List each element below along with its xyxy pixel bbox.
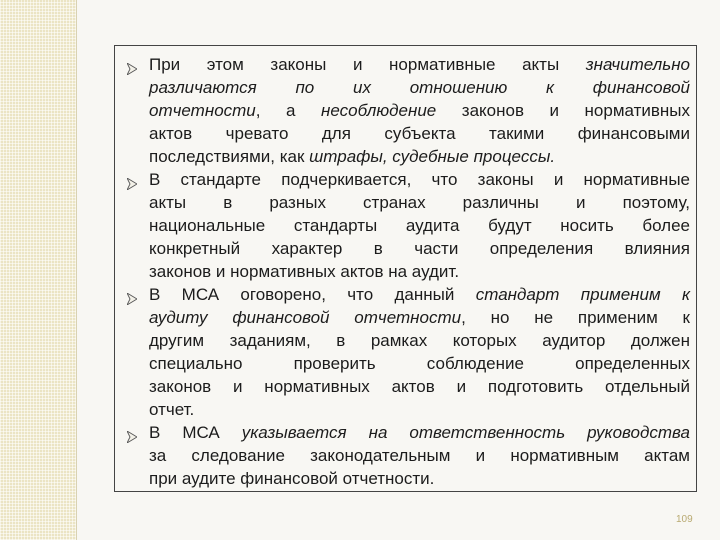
text-line: законов и нормативных актов на аудит. <box>149 262 460 281</box>
text-line: аудиту финансовой отчетности, но не применим к <box>149 308 690 327</box>
page-number: 109 <box>676 514 693 525</box>
decorative-divider <box>76 0 77 540</box>
text-line: специально проверить соблюдение определенных <box>149 354 690 373</box>
text-line: национальные стандарты аудита будут носить более <box>149 216 690 235</box>
text-line: различаются по их отношению к финансовой <box>149 78 690 97</box>
text-line: В стандарте подчеркивается, что законы и нормативные <box>149 170 690 189</box>
text-line: последствиями, как штрафы, судебные процессы. <box>149 147 556 166</box>
content-box <box>114 45 697 492</box>
text-line: отчетности, а несоблюдение законов и нормативных <box>149 101 691 120</box>
arrow-bullet-icon <box>127 63 137 75</box>
arrow-bullet-icon <box>127 293 137 305</box>
arrow-bullet-icon <box>127 178 137 190</box>
text-line: законов и нормативных актов и подготовить отдельный <box>149 377 690 396</box>
text-line: В МСА указывается на ответственность руководства <box>149 423 690 442</box>
text-line: за следование законодательным и нормативным актам <box>149 446 690 465</box>
text-line: В МСА оговорено, что данный стандарт применим к <box>149 285 691 304</box>
text-line: актов чревато для субъекта такими финансовыми <box>149 124 690 143</box>
text-line: акты в разных странах различны и поэтому, <box>149 193 690 212</box>
text-line: другим заданиям, в рамках которых аудитор должен <box>149 331 690 350</box>
text-line: отчет. <box>149 400 195 419</box>
text-line: при аудите финансовой отчетности. <box>149 469 435 488</box>
text-line: конкретный характер в части определения влияния <box>149 239 690 258</box>
arrow-bullet-icon <box>127 431 137 443</box>
text-line: При этом законы и нормативные акты значительно <box>149 55 690 74</box>
decorative-pattern-strip <box>0 0 76 540</box>
